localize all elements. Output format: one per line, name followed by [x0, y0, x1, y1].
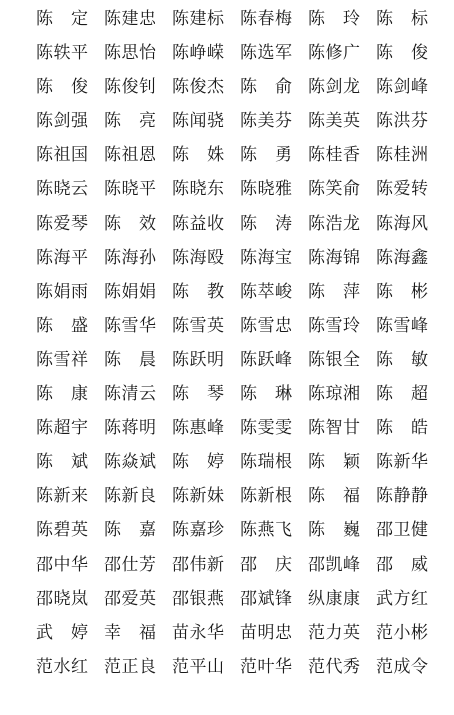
name-entry: 陈 姝: [172, 145, 225, 166]
name-entry: 邵 庆: [240, 554, 293, 575]
name-entry: 陈新良: [104, 486, 157, 507]
name-entry: 陈清云: [104, 384, 157, 405]
name-entry: 陈晓雅: [240, 179, 293, 200]
name-entry: 陈雪峰: [376, 315, 429, 336]
name-entry: 陈雯雯: [240, 418, 293, 439]
name-entry: 陈 勇: [240, 145, 293, 166]
name-entry: 陈益收: [172, 213, 225, 234]
name-entry: 陈桂洲: [376, 145, 429, 166]
name-entry: 邵凯峰: [308, 554, 361, 575]
name-entry: 陈跃明: [172, 349, 225, 370]
name-entry: 范成令: [376, 656, 429, 677]
name-entry: 陈 琳: [240, 384, 293, 405]
name-entry: 陈 俞: [240, 77, 293, 98]
name-entry: 陈雪忠: [240, 315, 293, 336]
name-entry: 陈新妹: [172, 486, 225, 507]
name-entry: 陈海锦: [308, 247, 361, 268]
name-entry: 幸 福: [104, 622, 157, 643]
name-entry: 陈静静: [376, 486, 429, 507]
name-entry: 陈美芬: [240, 111, 293, 132]
name-entry: 陈 斌: [36, 452, 89, 473]
name-entry: 陈琼湘: [308, 384, 361, 405]
name-entry: 陈建忠: [104, 9, 157, 29]
name-entry: 陈海宝: [240, 247, 293, 268]
name-entry: 陈 皓: [376, 418, 429, 439]
name-entry: 范正良: [104, 656, 157, 677]
name-entry: 陈惠峰: [172, 418, 225, 439]
name-entry: 陈海殴: [172, 247, 225, 268]
name-entry: 陈海平: [36, 247, 89, 268]
name-entry: 陈雪英: [172, 315, 225, 336]
name-entry: 陈剑峰: [376, 77, 429, 98]
name-entry: 范代秀: [308, 656, 361, 677]
name-entry: 陈 盛: [36, 315, 89, 336]
name-entry: 陈 定: [36, 9, 89, 29]
name-entry: 邵仕芳: [104, 554, 157, 575]
name-entry: 武 婷: [36, 622, 89, 643]
name-entry: 陈 颖: [308, 452, 361, 473]
name-entry: 陈萃峻: [240, 281, 293, 302]
name-entry: 陈海风: [376, 213, 429, 234]
name-entry: 邵晓岚: [36, 588, 89, 609]
name-entry: 陈瑞根: [240, 452, 293, 473]
name-entry: 陈 萍: [308, 281, 361, 302]
name-entry: 陈 标: [376, 9, 429, 29]
name-entry: 陈碧英: [36, 520, 89, 541]
name-entry: 陈祖恩: [104, 145, 157, 166]
name-entry: 陈浩龙: [308, 213, 361, 234]
name-entry: 陈桂香: [308, 145, 361, 166]
name-entry: 苗明忠: [240, 622, 293, 643]
name-entry: 陈燕飞: [240, 520, 293, 541]
name-entry: 武方红: [376, 588, 429, 609]
name-entry: 陈美英: [308, 111, 361, 132]
name-entry: 陈海孙: [104, 247, 157, 268]
name-entry: 邵卫健: [376, 520, 429, 541]
name-entry: 陈洪芬: [376, 111, 429, 132]
name-entry: 邵斌锋: [240, 588, 293, 609]
name-entry: 陈俊杰: [172, 77, 225, 98]
name-entry: 陈祖国: [36, 145, 89, 166]
name-list-grid: [36, 2, 446, 684]
name-entry: 陈银全: [308, 349, 361, 370]
name-entry: 陈海鑫: [376, 247, 429, 268]
name-entry: 范力英: [308, 622, 361, 643]
name-entry: 陈建标: [172, 9, 225, 29]
name-entry: 陈雪祥: [36, 349, 89, 370]
name-entry: 陈 晨: [104, 349, 157, 370]
name-entry: 陈 玲: [308, 9, 361, 29]
name-entry: 陈 嘉: [104, 520, 157, 541]
name-entry: 陈雪华: [104, 315, 157, 336]
name-entry: 陈晓东: [172, 179, 225, 200]
name-entry: 陈新来: [36, 486, 89, 507]
name-entry: 邵爱英: [104, 588, 157, 609]
name-entry: 范水红: [36, 656, 89, 677]
name-entry: 陈智甘: [308, 418, 361, 439]
name-entry: 陈娟雨: [36, 281, 89, 302]
name-entry: 陈新华: [376, 452, 429, 473]
name-entry: 陈嘉珍: [172, 520, 225, 541]
name-entry: 陈俊钊: [104, 77, 157, 98]
name-entry: 苗永华: [172, 622, 225, 643]
name-entry: 陈闻骁: [172, 111, 225, 132]
name-entry: 范叶华: [240, 656, 293, 677]
name-entry: 邵伟新: [172, 554, 225, 575]
name-entry: 陈 康: [36, 384, 89, 405]
name-entry: 范小彬: [376, 622, 429, 643]
name-entry: 陈 亮: [104, 111, 157, 132]
name-entry: 陈笑俞: [308, 179, 361, 200]
name-entry: 陈 巍: [308, 520, 361, 541]
name-entry: 陈 效: [104, 213, 157, 234]
name-entry: 陈雪玲: [308, 315, 361, 336]
name-entry: 陈 俊: [36, 77, 89, 98]
name-entry: 陈 福: [308, 486, 361, 507]
name-entry: 陈 彬: [376, 281, 429, 302]
name-entry: 陈 教: [172, 281, 225, 302]
name-entry: 范平山: [172, 656, 225, 677]
name-entry: 陈晓平: [104, 179, 157, 200]
name-entry: 陈 琴: [172, 384, 225, 405]
name-entry: 陈焱斌: [104, 452, 157, 473]
name-entry: 陈娟娟: [104, 281, 157, 302]
name-entry: 陈轶平: [36, 43, 89, 64]
name-entry: 陈修广: [308, 43, 361, 64]
name-entry: 邵中华: [36, 554, 89, 575]
name-entry: 陈超宇: [36, 418, 89, 439]
name-entry: 陈思怡: [104, 43, 157, 64]
name-entry: 邵银燕: [172, 588, 225, 609]
name-entry: 陈 婷: [172, 452, 225, 473]
name-entry: 陈峥嵘: [172, 43, 225, 64]
name-entry: 纵康康: [308, 588, 361, 609]
name-entry: 陈蒋明: [104, 418, 157, 439]
name-entry: 邵 威: [376, 554, 429, 575]
name-entry: 陈 敏: [376, 349, 429, 370]
name-entry: 陈春梅: [240, 9, 293, 29]
name-entry: 陈新根: [240, 486, 293, 507]
name-entry: 陈 涛: [240, 213, 293, 234]
name-entry: 陈跃峰: [240, 349, 293, 370]
name-entry: 陈剑龙: [308, 77, 361, 98]
name-entry: 陈爱转: [376, 179, 429, 200]
name-entry: 陈 超: [376, 384, 429, 405]
name-entry: 陈剑强: [36, 111, 89, 132]
name-entry: 陈晓云: [36, 179, 89, 200]
name-entry: 陈选军: [240, 43, 293, 64]
name-entry: 陈 俊: [376, 43, 429, 64]
name-entry: 陈爱琴: [36, 213, 89, 234]
